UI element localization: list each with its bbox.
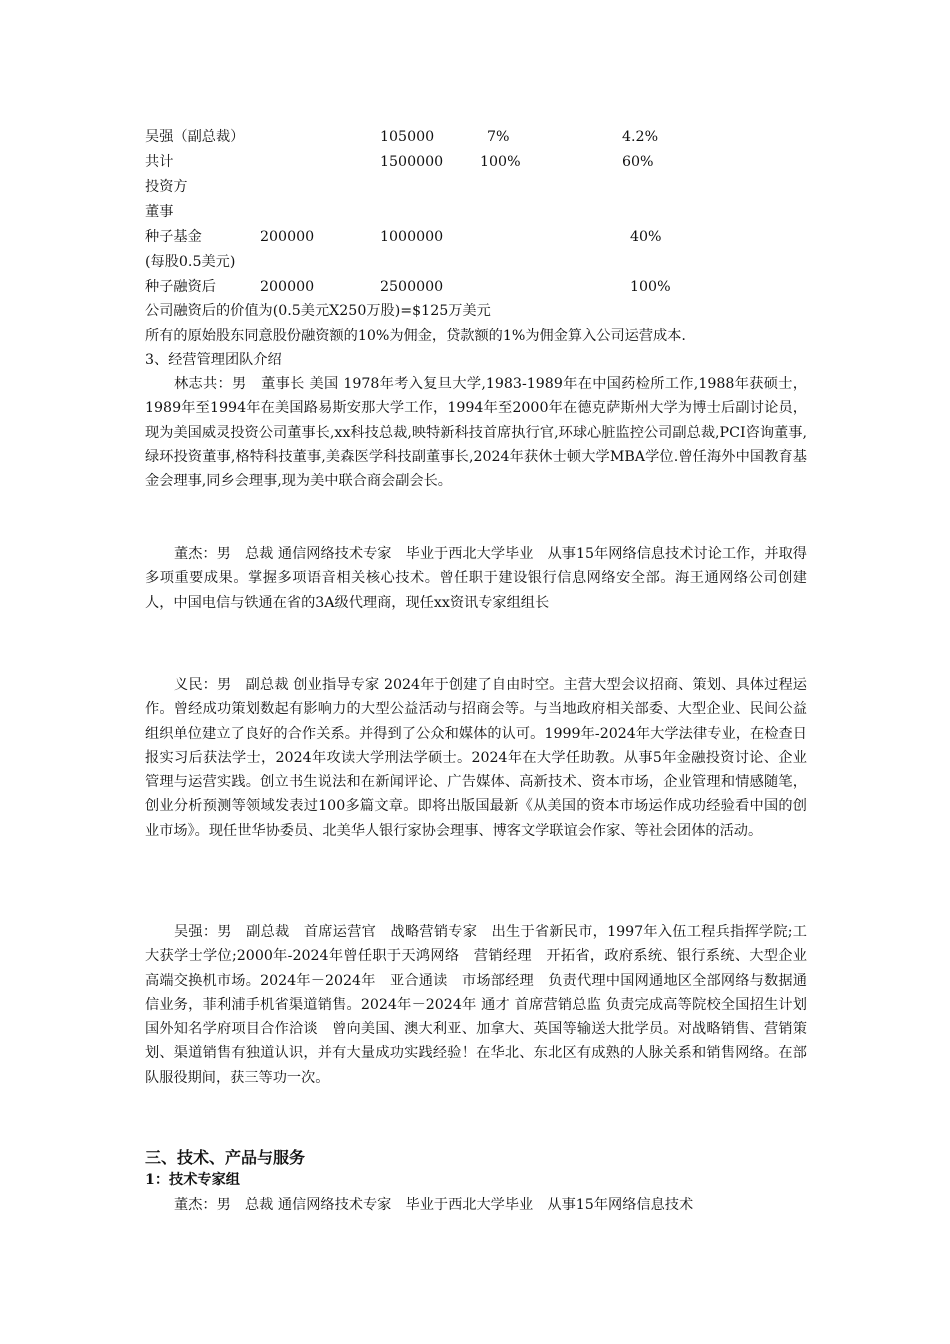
row-wuqiang-shares: 105000 — [380, 129, 435, 145]
investor-label: 投资方 — [145, 179, 188, 195]
bio-lin: 林志共：男 董事长 美国 1978年考入复旦大学,1983-1989年在中国药检所工作,1988年获硕士，1989年至1994年在美国路易斯安那大学工作，1994年至2000年在德克萨斯州大学为博士后副讨论员，现为美国威灵投资公司董事长,xx科技总裁,映特新科技首席执行官,环球心脏监控公司副总裁,PCI咨询董事,绿环投资董事,格特科技董事,美森医学科技副董事长,2024年获休士顿大学MBA学位.曾任海外中国教育基金会理事,同乡会理事,现为美中联合商会副会长。 — [145, 376, 807, 490]
row-seed-name: 种子基金 — [145, 229, 202, 245]
row-after-amount: 200000 — [260, 279, 315, 295]
per-share-note: (每股0.5美元) — [145, 254, 236, 270]
valuation-line: 公司融资后的价值为(0.5美元X250万股)=$125万美元 — [145, 303, 491, 319]
row-seed-shares: 1000000 — [380, 229, 444, 245]
subsection-heading: 1：技术专家组 — [145, 1172, 240, 1188]
row-after-total-pct: 100% — [630, 279, 671, 295]
section-heading: 三、技术、产品与服务 — [145, 1148, 306, 1167]
row-total-total-pct: 60% — [622, 154, 654, 170]
team-heading: 3、经营管理团队介绍 — [145, 352, 282, 368]
commission-line: 所有的原始股东同意股份融资额的10%为佣金，贷款额的1%为佣金算入公司运营成本. — [145, 328, 686, 344]
row-seed-amount: 200000 — [260, 229, 315, 245]
row-total-shares: 1500000 — [380, 154, 444, 170]
row-wuqiang-pct: 7% — [487, 129, 510, 145]
bio-yimin: 义民：男 副总裁 创业指导专家 2024年于创建了自由时空。主营大型会议招商、策划、具体过程运作。曾经成功策划数起有影响力的大型公益活动与招商会等。与当地政府相关部委、大型企业、民间公益组织单位建立了良好的合作关系。并得到了公众和媒体的认可。1999年-2024年大学法律专业，在检查日报实习后获法学士，2024年攻读大学刑法学硕士。2024年在大学任助教。从事5年金融投资讨论、企业管理与运营实践。创立书生说法和在新闻评论、广告媒体、高新技术、资本市场，企业管理和情感随笔，创业分析预测等领域发表过100多篇文章。即将出版国最新《从美国的资本市场运作成功经验看中国的创业市场》。现任世华协委员、北美华人银行家协会理事、博客文学联谊会作家、等社会团体的活动。 — [145, 677, 807, 839]
row-wuqiang-total-pct: 4.2% — [622, 129, 659, 145]
row-after-name: 种子融资后 — [145, 279, 216, 295]
bio-dong-start: 董杰：男 总裁 通信网络技术专家 毕业于西北大学毕业 从事15年网络信息技术 — [174, 1197, 694, 1213]
bio-dong: 董杰：男 总裁 通信网络技术专家 毕业于西北大学毕业 从事15年网络信息技术讨论工作，并取得多项重要成果。掌握多项语音相关核心技术。曾任职于建设银行信息网络安全部。海王通网络公司创建人，中国电信与铁通在省的3A级代理商，现任xx资讯专家组组长 — [145, 546, 807, 611]
row-wuqiang-name: 吴强（副总裁） — [145, 129, 245, 145]
board-label: 董事 — [145, 204, 174, 220]
row-total-pct: 100% — [480, 154, 521, 170]
row-total-name: 共计 — [145, 154, 174, 170]
bio-wuqiang: 吴强：男 副总裁 首席运营官 战略营销专家 出生于省新民市，1997年入伍工程兵指挥学院;工大获学士学位;2000年-2024年曾任职于天鸿网络 营销经理 开拓省，政府系统、银行系统、大型企业高端交换机市场。2024年－2024年 亚合通读 市场部经理 负责代理中国网通地区全部网络与数据通信业务，菲利浦手机省渠道销售。2024年－2024年 通才 首席营销总监 负责完成高等院校全国招生计划 国外知名学府项目合作洽谈 曾向美国、澳大利亚、加拿大、英国等输送大批学员。对战略销售、营销策划、渠道销售有独道认识，并有大量成功实践经验！在华北、东北区有成熟的人脉关系和销售网络。在部队服役期间，获三等功一次。 — [145, 924, 822, 1086]
row-seed-total-pct: 40% — [630, 229, 662, 245]
row-after-shares: 2500000 — [380, 279, 444, 295]
